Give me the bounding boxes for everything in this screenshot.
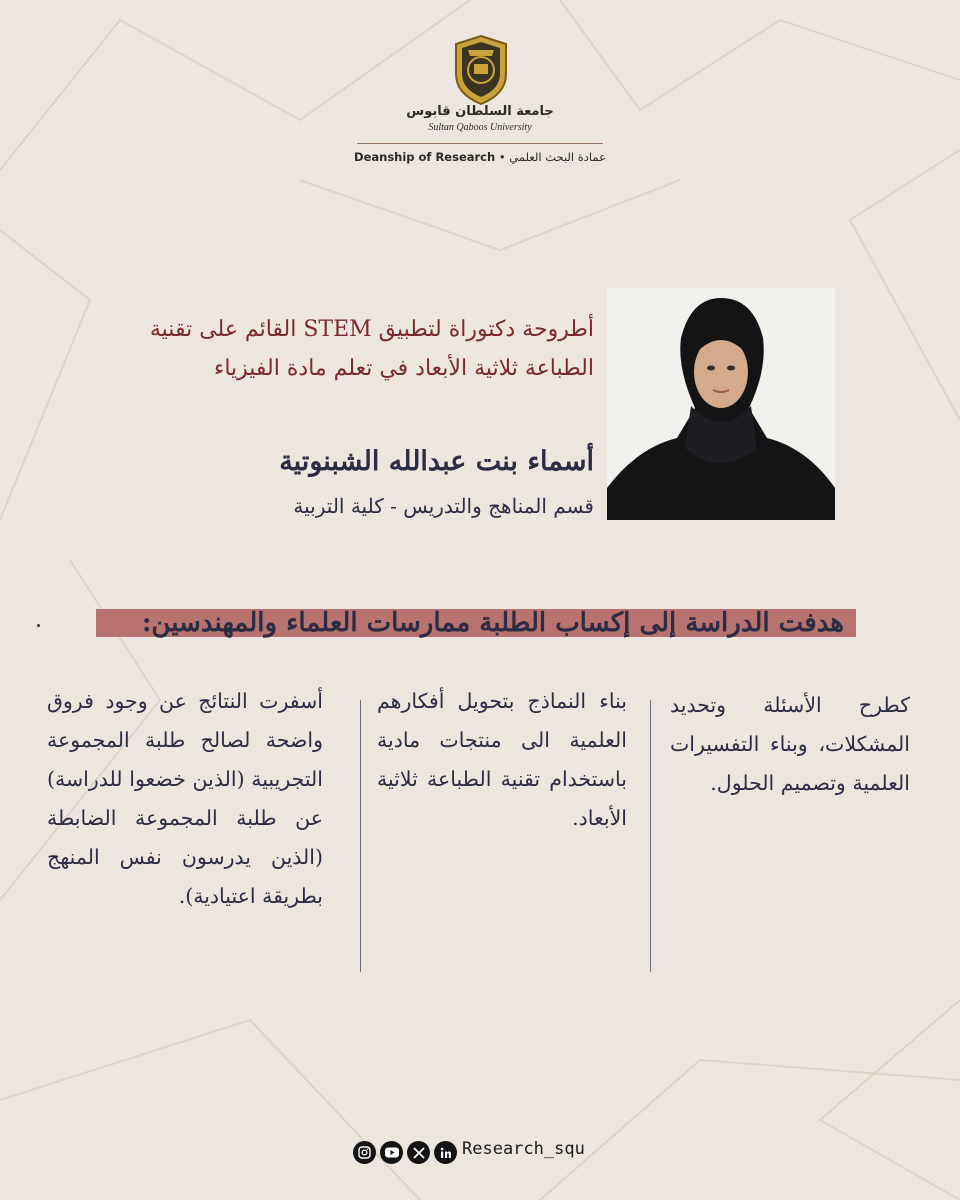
university-name-en: Sultan Qaboos University [428, 122, 532, 133]
thesis-title-line-1: أطروحة دكتوراة لتطبيق STEM القائم على تقنية [149, 317, 594, 342]
deanship-separator: • [498, 150, 506, 164]
goal-column-1: كطرح الأسئلة وتحديد المشكلات، وبناء التفسيرات العلمية وتصميم الحلول. [670, 693, 910, 795]
author-name: أسماء بنت عبدالله الشبنوتية [279, 446, 594, 477]
social-handle[interactable]: Research_squ [462, 1139, 585, 1159]
banner-text: هدفت الدراسة إلى إكساب الطلبة ممارسات العلماء والمهندسين: [141, 608, 844, 638]
decorative-dot [37, 624, 40, 627]
instagram-icon[interactable] [353, 1141, 376, 1164]
deanship-ar: عمادة البحث العلمي [509, 150, 606, 164]
author-department: قسم المناهج والتدريس - كلية التربية [293, 494, 594, 518]
deanship-line [330, 150, 630, 164]
thesis-title-line-2: الطباعة ثلاثية الأبعاد في تعلم مادة الفيزياء [213, 356, 594, 381]
column-divider [360, 700, 361, 972]
x-icon[interactable] [407, 1141, 430, 1164]
goal-banner [96, 605, 856, 643]
university-logo [452, 34, 510, 106]
goal-column-2: بناء النماذج بتحويل أفكارهم العلمية الى منتجات مادية باستخدام تقنية الطباعة ثلاثية الأبعاد. [377, 689, 627, 830]
header-divider [357, 143, 603, 144]
youtube-icon[interactable] [380, 1141, 403, 1164]
author-portrait [607, 288, 835, 520]
deanship-en: Deanship of Research [354, 150, 496, 164]
column-divider [650, 700, 651, 972]
linkedin-icon[interactable] [434, 1141, 457, 1164]
thesis-title [74, 310, 594, 388]
social-icons [353, 1140, 457, 1165]
results-column: أسفرت النتائج عن وجود فروق واضحة لصالح طلبة المجموعة التجريبية (الذين خضعوا للدراسة) عن طلبة المجموعة الضابطة (الذين يدرسون نفس المنهج بطريقة اعتيادية). [47, 689, 323, 908]
university-name-ar: جامعة السلطان قابوس [406, 104, 554, 119]
